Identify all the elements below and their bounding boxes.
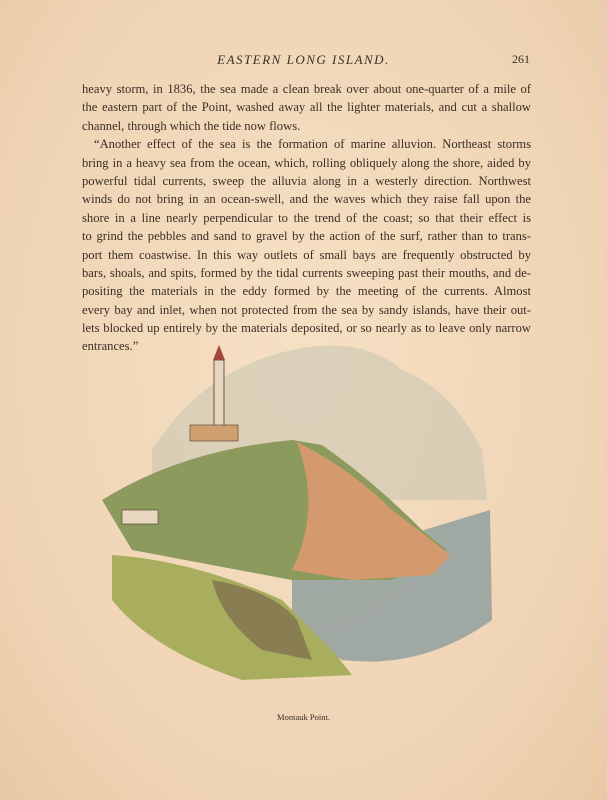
running-title: EASTERN LONG ISLAND. [217, 52, 390, 67]
lighthouse-tower [214, 360, 224, 432]
text-line: port them coastwise. In this way outlets of small bays are frequently obstructed by [82, 247, 531, 262]
text-line: channel, through which the tide now flows. [82, 118, 301, 133]
illustration-caption: Montauk Point. [277, 712, 330, 722]
lighthouse-lantern [213, 345, 225, 360]
text-line: to grind the pebbles and sand to gravel by the action of the surf, rather than to trans- [82, 229, 531, 244]
text-line: entrances.” [82, 339, 139, 354]
text-line: positing the materials in the eddy formed by the meeting of the currents. Almost [82, 284, 531, 299]
text-line: every bay and inlet, when not protected from the sea by sandy islands, have their out- [82, 302, 531, 317]
text-line: heavy storm, in 1836, the sea made a clean break over about one-quarter of a mile of [82, 82, 531, 96]
text-line: the eastern part of the Point, washed away all the lighter materials, and cut a shallow [82, 100, 531, 115]
montauk-point-illustration [92, 330, 502, 690]
text-line: bars, shoals, and spits, formed by the tidal currents sweeping past their mouths, and de- [82, 265, 531, 280]
page-header [0, 52, 607, 72]
text-line: bring in a heavy sea from the ocean, which, rolling obliquely along the shore, aided by [82, 155, 531, 170]
shore-house [122, 510, 158, 524]
text-line: “Another effect of the sea is the formation of marine alluvion. Northeast storms [94, 137, 531, 152]
text-line: winds do not bring in an ocean-swell, and the waves which they raise fall upon the [82, 192, 531, 207]
text-line: powerful tidal currents, sweep the alluvia along in a westerly direction. Northwest [82, 173, 531, 188]
page-number: 261 [512, 52, 530, 66]
text-line: lets blocked up entirely by the materials deposited, or so nearly as to leave only narrow [82, 321, 531, 336]
keeper-house [190, 425, 238, 441]
text-line: shore in a line nearly perpendicular to the trend of the coast; so that their effect is [82, 210, 531, 225]
body-text [82, 80, 531, 356]
